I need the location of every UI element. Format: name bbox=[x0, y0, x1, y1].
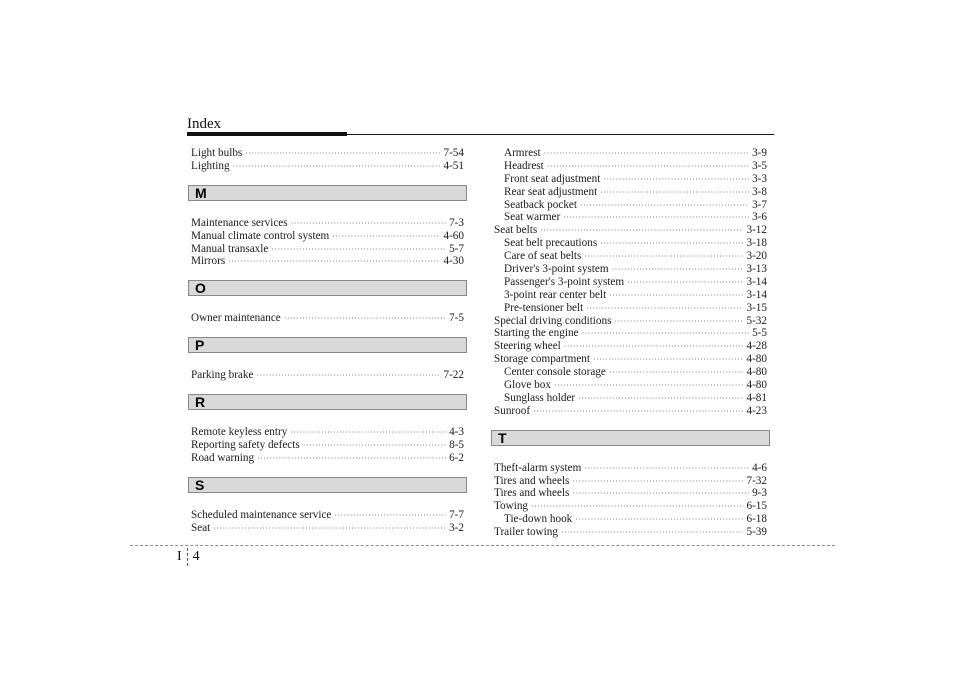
index-subentry bbox=[494, 289, 767, 302]
dot-leader bbox=[540, 226, 743, 236]
page-number-separator bbox=[187, 548, 188, 566]
entry-page-ref: 3-7 bbox=[752, 198, 767, 211]
section-spacer bbox=[191, 201, 464, 217]
index-subentry bbox=[494, 276, 767, 289]
dot-leader bbox=[580, 201, 749, 211]
dot-leader bbox=[233, 162, 441, 172]
entry-label: Storage compartment bbox=[494, 353, 590, 366]
entry-page-ref: 3-14 bbox=[746, 288, 767, 301]
entry-page-ref: 4-30 bbox=[443, 255, 464, 268]
entry-label: Manual transaxle bbox=[191, 242, 269, 255]
index-entry bbox=[191, 522, 464, 535]
entry-page-ref: 3-13 bbox=[746, 263, 767, 276]
dot-leader bbox=[586, 304, 743, 314]
entry-label: Light bulbs bbox=[191, 147, 243, 159]
dot-leader bbox=[256, 371, 440, 381]
section-spacer bbox=[191, 382, 464, 394]
index-entry bbox=[191, 452, 464, 465]
dot-leader bbox=[271, 245, 446, 255]
index-entry bbox=[191, 160, 464, 173]
dot-leader bbox=[627, 278, 743, 288]
dot-leader bbox=[609, 291, 743, 301]
index-subentry bbox=[494, 513, 767, 526]
entry-page-ref: 3-5 bbox=[752, 159, 767, 172]
entry-page-ref: 5-39 bbox=[746, 526, 767, 539]
section-spacer bbox=[191, 296, 464, 312]
entry-page-ref: 3-9 bbox=[752, 147, 767, 159]
entry-page-ref: 7-54 bbox=[443, 147, 464, 159]
entry-label: 3-point rear center belt bbox=[504, 288, 607, 301]
page-section-letter: I bbox=[177, 549, 182, 564]
entry-page-ref: 7-7 bbox=[449, 508, 464, 521]
dot-leader bbox=[547, 162, 749, 172]
index-entry bbox=[191, 243, 464, 256]
entry-label: Parking brake bbox=[191, 369, 254, 382]
entry-page-ref: 4-80 bbox=[746, 353, 767, 366]
dot-leader bbox=[332, 232, 440, 242]
dot-leader bbox=[533, 407, 743, 417]
dot-leader bbox=[531, 502, 743, 512]
dot-leader bbox=[303, 441, 446, 451]
dot-leader bbox=[554, 381, 744, 391]
entry-label: Glove box bbox=[504, 379, 551, 392]
header-rule-thick bbox=[187, 132, 347, 136]
entry-page-ref: 8-5 bbox=[449, 439, 464, 452]
index-subentry bbox=[494, 263, 767, 276]
entry-page-ref: 5-7 bbox=[449, 242, 464, 255]
section-spacer bbox=[191, 353, 464, 369]
index-entry bbox=[191, 312, 464, 325]
index-entry bbox=[494, 405, 767, 418]
dot-leader bbox=[584, 252, 743, 262]
dot-leader bbox=[584, 464, 749, 474]
dot-leader bbox=[213, 524, 446, 534]
entry-page-ref: 6-18 bbox=[746, 513, 767, 526]
dot-leader bbox=[228, 257, 440, 267]
entry-page-ref: 4-81 bbox=[746, 391, 767, 404]
dot-leader bbox=[572, 489, 749, 499]
entry-page-ref: 4-80 bbox=[746, 379, 767, 392]
index-subentry bbox=[494, 147, 767, 160]
index-entry bbox=[494, 487, 767, 500]
entry-label: Seat belts bbox=[494, 224, 538, 237]
entry-label: Remote keyless entry bbox=[191, 426, 288, 439]
section-header: S bbox=[188, 477, 467, 493]
section-spacer bbox=[191, 173, 464, 185]
entry-label: Care of seat belts bbox=[504, 250, 582, 263]
entry-label: Special driving conditions bbox=[494, 314, 612, 327]
entry-page-ref: 3-8 bbox=[752, 185, 767, 198]
index-entry bbox=[494, 475, 767, 488]
entry-page-ref: 6-2 bbox=[449, 451, 464, 464]
index-entry bbox=[191, 147, 464, 160]
entry-page-ref: 3-3 bbox=[752, 172, 767, 185]
index-entry bbox=[494, 224, 767, 237]
section-spacer bbox=[494, 418, 767, 430]
dot-leader bbox=[245, 149, 440, 159]
index-subentry bbox=[494, 211, 767, 224]
dot-leader bbox=[563, 213, 749, 223]
entry-page-ref: 7-5 bbox=[449, 312, 464, 325]
entry-page-ref: 4-28 bbox=[746, 340, 767, 353]
index-subentry bbox=[494, 302, 767, 315]
dot-leader bbox=[600, 188, 749, 198]
index-subentry bbox=[494, 173, 767, 186]
entry-page-ref: 9-3 bbox=[752, 487, 767, 500]
section-header: M bbox=[188, 185, 467, 201]
index-subentry bbox=[494, 366, 767, 379]
footer-rule bbox=[130, 545, 835, 546]
entry-label: Sunglass holder bbox=[504, 391, 576, 404]
dot-leader bbox=[561, 528, 744, 538]
index-subentry bbox=[494, 250, 767, 263]
dot-leader bbox=[575, 515, 743, 525]
entry-page-ref: 3-20 bbox=[746, 250, 767, 263]
entry-label: Tires and wheels bbox=[494, 487, 570, 500]
section-header: T bbox=[491, 430, 770, 446]
index-entry bbox=[191, 439, 464, 452]
entry-label: Theft-alarm system bbox=[494, 461, 582, 474]
page-number-value: 4 bbox=[192, 549, 200, 564]
entry-page-ref: 3-6 bbox=[752, 211, 767, 224]
entry-label: Seat bbox=[191, 521, 211, 534]
index-subentry bbox=[494, 379, 767, 392]
section-spacer bbox=[494, 446, 767, 462]
entry-label: Maintenance services bbox=[191, 216, 288, 229]
entry-label: Trailer towing bbox=[494, 526, 558, 539]
entry-page-ref: 5-5 bbox=[752, 327, 767, 340]
entry-page-ref: 7-22 bbox=[443, 369, 464, 382]
section-spacer bbox=[191, 268, 464, 280]
entry-label: Tires and wheels bbox=[494, 474, 570, 487]
entry-label: Steering wheel bbox=[494, 340, 561, 353]
entry-label: Armrest bbox=[504, 147, 541, 159]
entry-page-ref: 3-12 bbox=[746, 224, 767, 237]
entry-label: Headrest bbox=[504, 159, 544, 172]
index-entry bbox=[494, 500, 767, 513]
header-rule-thin bbox=[347, 134, 774, 135]
dot-leader bbox=[609, 368, 744, 378]
dot-leader bbox=[334, 511, 446, 521]
dot-leader bbox=[564, 342, 744, 352]
entry-label: Seat warmer bbox=[504, 211, 561, 224]
dot-leader bbox=[582, 329, 750, 339]
section-spacer bbox=[191, 325, 464, 337]
entry-label: Towing bbox=[494, 500, 529, 513]
index-entry bbox=[191, 369, 464, 382]
section-spacer bbox=[191, 410, 464, 426]
entry-label: Front seat adjustment bbox=[504, 172, 601, 185]
section-spacer bbox=[191, 493, 464, 509]
entry-page-ref: 4-23 bbox=[746, 404, 767, 417]
entry-label: Center console storage bbox=[504, 366, 606, 379]
section-spacer bbox=[191, 465, 464, 477]
index-subentry bbox=[494, 237, 767, 250]
index-entry bbox=[494, 340, 767, 353]
index-subentry bbox=[494, 186, 767, 199]
index-entry bbox=[494, 353, 767, 366]
index-entry bbox=[494, 327, 767, 340]
entry-label: Starting the engine bbox=[494, 327, 579, 340]
index-subentry bbox=[494, 199, 767, 212]
dot-leader bbox=[544, 149, 749, 159]
index-entry bbox=[494, 315, 767, 328]
entry-page-ref: 4-60 bbox=[443, 229, 464, 242]
entry-label: Road warning bbox=[191, 451, 255, 464]
index-entry bbox=[494, 462, 767, 475]
entry-label: Lighting bbox=[191, 159, 230, 172]
entry-label: Scheduled maintenance service bbox=[191, 508, 332, 521]
dot-leader bbox=[603, 175, 749, 185]
entry-label: Manual climate control system bbox=[191, 229, 330, 242]
index-subentry bbox=[494, 160, 767, 173]
entry-label: Owner maintenance bbox=[191, 312, 281, 325]
section-header: O bbox=[188, 280, 467, 296]
entry-label: Tie-down hook bbox=[504, 513, 573, 526]
entry-page-ref: 5-32 bbox=[746, 314, 767, 327]
dot-leader bbox=[291, 219, 446, 229]
entry-label: Sunroof bbox=[494, 404, 531, 417]
entry-page-ref: 7-3 bbox=[449, 216, 464, 229]
entry-label: Reporting safety defects bbox=[191, 439, 300, 452]
index-column-right bbox=[494, 147, 767, 539]
section-header: R bbox=[188, 394, 467, 410]
entry-page-ref: 3-18 bbox=[746, 237, 767, 250]
dot-leader bbox=[578, 394, 743, 404]
page-title: Index bbox=[187, 116, 222, 132]
dot-leader bbox=[593, 355, 743, 365]
section-header: P bbox=[188, 337, 467, 353]
dot-leader bbox=[572, 477, 743, 487]
index-entry bbox=[191, 509, 464, 522]
dot-leader bbox=[612, 265, 744, 275]
dot-leader bbox=[614, 317, 743, 327]
entry-label: Rear seat adjustment bbox=[504, 185, 598, 198]
index-subentry bbox=[494, 392, 767, 405]
dot-leader bbox=[290, 428, 446, 438]
entry-page-ref: 3-15 bbox=[746, 301, 767, 314]
index-entry bbox=[191, 230, 464, 243]
dot-leader bbox=[257, 454, 446, 464]
entry-label: Driver's 3-point system bbox=[504, 263, 609, 276]
page-number bbox=[177, 548, 200, 566]
index-entry bbox=[191, 426, 464, 439]
index-column-left bbox=[191, 147, 464, 535]
entry-page-ref: 4-3 bbox=[449, 426, 464, 439]
entry-page-ref: 4-6 bbox=[752, 461, 767, 474]
index-entry bbox=[494, 526, 767, 539]
entry-label: Seat belt precautions bbox=[504, 237, 598, 250]
entry-page-ref: 7-32 bbox=[746, 474, 767, 487]
index-entry bbox=[191, 255, 464, 268]
dot-leader bbox=[600, 239, 743, 249]
index-entry bbox=[191, 217, 464, 230]
entry-label: Passenger's 3-point system bbox=[504, 275, 625, 288]
entry-page-ref: 4-51 bbox=[443, 159, 464, 172]
dot-leader bbox=[284, 314, 446, 324]
entry-label: Seatback pocket bbox=[504, 198, 577, 211]
entry-label: Pre-tensioner belt bbox=[504, 301, 584, 314]
entry-page-ref: 6-15 bbox=[746, 500, 767, 513]
entry-page-ref: 3-14 bbox=[746, 275, 767, 288]
entry-label: Mirrors bbox=[191, 255, 226, 268]
entry-page-ref: 3-2 bbox=[449, 521, 464, 534]
entry-page-ref: 4-80 bbox=[746, 366, 767, 379]
